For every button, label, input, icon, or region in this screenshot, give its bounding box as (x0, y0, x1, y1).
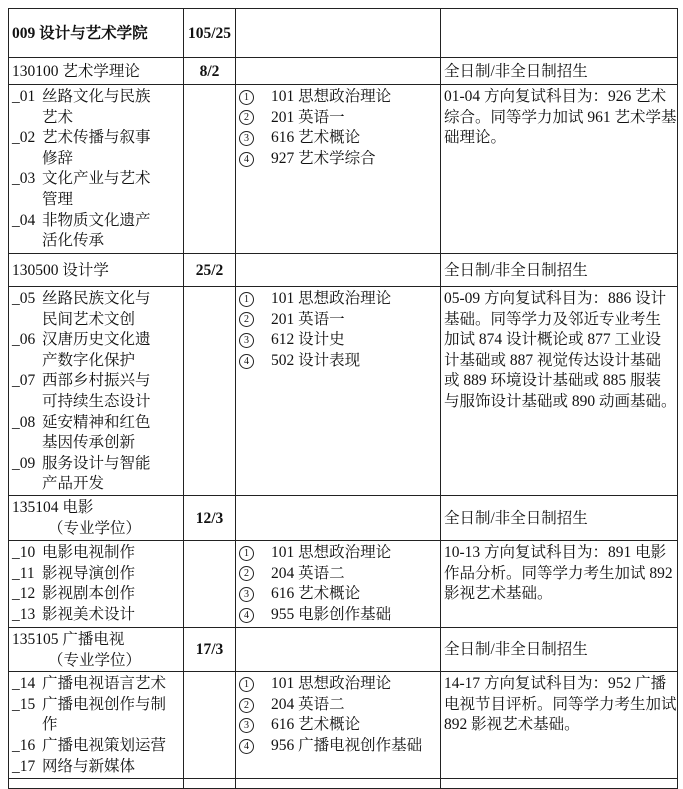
directions-cell (9, 85, 184, 254)
exam-subject (239, 128, 437, 149)
major-name (9, 254, 184, 287)
remarks (441, 85, 678, 254)
remark-line: 计基础或 887 视觉传达设计基础 (444, 351, 662, 369)
college-title: 009 设计与艺术学院 (9, 9, 184, 58)
direction-name-line: 艺术 (42, 108, 74, 126)
major-row (9, 58, 678, 85)
direction-item (12, 564, 180, 585)
direction-name-line: 产数字化保护 (42, 351, 136, 369)
subject-name: 956 广播电视创作基础 (271, 736, 423, 754)
circled-number-icon: 1 (239, 292, 254, 307)
subject-name: 101 思想政治理论 (271, 88, 392, 105)
direction-code: _03 (12, 170, 36, 188)
direction-code: _13 (12, 605, 36, 623)
major-quota: 12/3 (184, 495, 236, 540)
remarks (441, 287, 678, 496)
exam-subject (239, 543, 437, 564)
circled-number-icon: 3 (239, 587, 254, 602)
exam-subject (239, 330, 437, 351)
direction-item (12, 211, 180, 252)
direction-name-line: 影视美术设计 (42, 605, 136, 623)
directions-cell (9, 672, 184, 779)
enrollment-mode: 全日制/非全日制招生 (441, 58, 678, 85)
direction-item (12, 413, 180, 454)
empty-cell (184, 540, 236, 627)
exam-subject (239, 310, 437, 331)
circled-number-icon: 2 (239, 566, 254, 581)
direction-name-line: 民间艺术文创 (42, 310, 136, 328)
direction-name (42, 605, 135, 626)
circled-number-icon: 1 (239, 677, 254, 692)
exam-subjects (236, 672, 441, 779)
subject-name: 204 英语二 (271, 564, 345, 582)
enrollment-mode: 全日制/非全日制招生 (441, 495, 678, 540)
direction-code: _05 (12, 290, 36, 307)
major-name (9, 495, 184, 540)
direction-name-line: 作 (42, 716, 58, 734)
remark-line: 础理论。 (444, 129, 507, 147)
empty-cell (236, 627, 441, 671)
direction-code: _12 (12, 585, 36, 603)
direction-item (12, 695, 180, 736)
remark-line: 基础。同等学力及邻近专业考生 (444, 310, 662, 328)
direction-code: _07 (12, 372, 36, 390)
subject-name: 616 艺术概论 (271, 716, 361, 734)
subject-name: 201 英语一 (271, 108, 345, 126)
major-name (9, 58, 184, 85)
exam-subject (239, 289, 437, 310)
circled-number-icon: 4 (239, 608, 254, 623)
remark-line: 加试 874 设计概论或 877 工业设 (444, 331, 662, 349)
direction-code: _09 (12, 454, 36, 472)
remark-line: 01-04 方向复试科目为：926 艺术 (444, 88, 667, 105)
major-row (9, 254, 678, 287)
major-name-line: 130500 设计学 (12, 261, 109, 279)
direction-name-line: 西部乡村振兴与 (42, 372, 151, 390)
direction-name-line: 网络与新媒体 (42, 757, 136, 775)
major-name-line: 130100 艺术学理论 (12, 62, 140, 80)
major-row (9, 495, 678, 540)
enrollment-mode: 全日制/非全日制招生 (441, 254, 678, 287)
exam-subjects (236, 287, 441, 496)
college-quota: 105/25 (184, 9, 236, 58)
major-quota: 25/2 (184, 254, 236, 287)
subject-name: 612 设计史 (271, 331, 345, 349)
exam-subject (239, 736, 437, 757)
direction-name (42, 87, 151, 128)
remark-line: 10-13 方向复试科目为：891 电影 (444, 543, 667, 561)
direction-code: _10 (12, 543, 36, 561)
direction-code: _17 (12, 757, 36, 775)
major-name-line: 135104 电影 (12, 499, 94, 517)
exam-subject (239, 149, 437, 170)
major-quota: 8/2 (184, 58, 236, 85)
empty-cell (236, 58, 441, 85)
exam-subject (239, 108, 437, 129)
direction-name-line: 基因传承创新 (42, 434, 136, 452)
direction-name (42, 330, 151, 371)
enrollment-table (8, 8, 678, 789)
major-name-line: （专业学位） (48, 519, 142, 537)
subject-name: 101 思想政治理论 (271, 675, 392, 693)
exam-subject (239, 564, 437, 585)
empty-cell (9, 779, 184, 789)
direction-item (12, 757, 180, 778)
direction-name-line: 非物质文化遗产 (42, 211, 151, 229)
direction-item (12, 87, 180, 128)
empty-cell (184, 672, 236, 779)
direction-name-line: 广播电视语言艺术 (42, 675, 167, 693)
empty-cell (236, 495, 441, 540)
remark-line: 影视艺术基础。 (444, 585, 553, 603)
direction-name-line: 可持续生态设计 (42, 392, 151, 410)
direction-code: _08 (12, 413, 36, 431)
empty-cell (184, 779, 236, 789)
direction-name-line: 丝路文化与民族 (42, 88, 151, 105)
direction-name-line: 广播电视创作与制 (42, 695, 167, 713)
exam-subject (239, 605, 437, 626)
direction-name-line: 活化传承 (42, 232, 105, 250)
remarks (441, 540, 678, 627)
direction-name-line: 文化产业与艺术 (42, 170, 151, 188)
exam-subject (239, 87, 437, 108)
remark-line: 综合。同等学力加试 961 艺术学基 (444, 108, 677, 126)
direction-name-line: 产品开发 (42, 475, 105, 493)
empty-cell (441, 9, 678, 58)
direction-code: _16 (12, 736, 36, 754)
remark-line: 14-17 方向复试科目为：952 广播 (444, 675, 667, 693)
empty-cell (441, 779, 678, 789)
direction-item (12, 454, 180, 495)
direction-name-line: 管理 (42, 190, 74, 208)
direction-item (12, 605, 180, 626)
direction-item (12, 371, 180, 412)
enrollment-mode: 全日制/非全日制招生 (441, 627, 678, 671)
subject-name: 616 艺术概论 (271, 129, 361, 147)
exam-subject (239, 695, 437, 716)
direction-name (42, 211, 151, 252)
major-name-line: （专业学位） (48, 651, 142, 669)
next-row (9, 779, 678, 789)
circled-number-icon: 1 (239, 546, 254, 561)
circled-number-icon: 2 (239, 698, 254, 713)
direction-code: _11 (12, 564, 35, 582)
direction-name-line: 影视剧本创作 (42, 585, 136, 603)
direction-item (12, 674, 180, 695)
remark-line: 892 影视艺术基础。 (444, 716, 580, 734)
direction-name-line: 艺术传播与叙事 (42, 129, 151, 147)
circled-number-icon: 3 (239, 131, 254, 146)
direction-name-line: 丝路民族文化与 (42, 290, 151, 307)
exam-subjects (236, 540, 441, 627)
direction-row (9, 540, 678, 627)
direction-name-line: 汉唐历史文化遗 (42, 331, 151, 349)
direction-name-line: 电影电视制作 (42, 543, 136, 561)
subject-name: 201 英语一 (271, 310, 345, 328)
direction-code: _02 (12, 129, 36, 147)
direction-name (42, 564, 135, 585)
major-quota: 17/3 (184, 627, 236, 671)
circled-number-icon: 2 (239, 110, 254, 125)
college-row (9, 9, 678, 58)
direction-item (12, 736, 180, 757)
major-row (9, 627, 678, 671)
direction-code: _14 (12, 675, 36, 693)
direction-name (42, 413, 151, 454)
exam-subject (239, 715, 437, 736)
subject-name: 204 英语二 (271, 695, 345, 713)
directions-cell (9, 287, 184, 496)
direction-name (42, 674, 166, 695)
empty-cell (236, 9, 441, 58)
remark-line: 电视节目评析。同等学力考生加试 (444, 695, 677, 713)
empty-cell (236, 779, 441, 789)
directions-cell (9, 540, 184, 627)
direction-row (9, 287, 678, 496)
exam-subjects (236, 85, 441, 254)
direction-name (42, 543, 135, 564)
direction-code: _01 (12, 88, 36, 105)
major-name (9, 627, 184, 671)
remark-line: 或 889 环境设计基础或 885 服装 (444, 372, 662, 390)
direction-item (12, 330, 180, 371)
direction-name-line: 修辞 (42, 149, 74, 167)
direction-name (42, 454, 151, 495)
direction-row (9, 672, 678, 779)
direction-item (12, 128, 180, 169)
subject-name: 101 思想政治理论 (271, 543, 392, 561)
direction-name-line: 广播电视策划运营 (42, 736, 167, 754)
direction-name-line: 服务设计与智能 (42, 454, 151, 472)
remark-line: 与服饰设计基础或 890 动画基础。 (444, 392, 677, 410)
direction-code: _04 (12, 211, 36, 229)
empty-cell (236, 254, 441, 287)
direction-item (12, 169, 180, 210)
direction-name (42, 371, 151, 412)
direction-code: _06 (12, 331, 36, 349)
direction-row (9, 85, 678, 254)
direction-item (12, 289, 180, 330)
subject-name: 616 艺术概论 (271, 585, 361, 603)
exam-subject (239, 351, 437, 372)
direction-name (42, 584, 135, 605)
direction-name-line: 延安精神和红色 (42, 413, 151, 431)
exam-subject (239, 584, 437, 605)
direction-name-line: 影视导演创作 (42, 564, 136, 582)
subject-name: 955 电影创作基础 (271, 605, 392, 623)
subject-name: 927 艺术学综合 (271, 149, 376, 167)
circled-number-icon: 3 (239, 333, 254, 348)
direction-name (42, 736, 166, 757)
circled-number-icon: 2 (239, 312, 254, 327)
circled-number-icon: 1 (239, 90, 254, 105)
circled-number-icon: 4 (239, 354, 254, 369)
direction-name (42, 757, 135, 778)
major-name-line: 135105 广播电视 (12, 630, 125, 648)
direction-name (42, 169, 151, 210)
direction-name (42, 695, 166, 736)
empty-cell (184, 287, 236, 496)
subject-name: 101 思想政治理论 (271, 290, 392, 307)
direction-code: _15 (12, 695, 36, 713)
direction-name (42, 289, 151, 330)
remark-line: 05-09 方向复试科目为：886 设计 (444, 290, 667, 307)
circled-number-icon: 4 (239, 152, 254, 167)
circled-number-icon: 4 (239, 739, 254, 754)
remark-line: 作品分析。同等学力考生加试 892 (444, 564, 673, 582)
remarks (441, 672, 678, 779)
exam-subject (239, 674, 437, 695)
direction-item (12, 543, 180, 564)
direction-name (42, 128, 151, 169)
empty-cell (184, 85, 236, 254)
subject-name: 502 设计表现 (271, 351, 361, 369)
circled-number-icon: 3 (239, 718, 254, 733)
direction-item (12, 584, 180, 605)
